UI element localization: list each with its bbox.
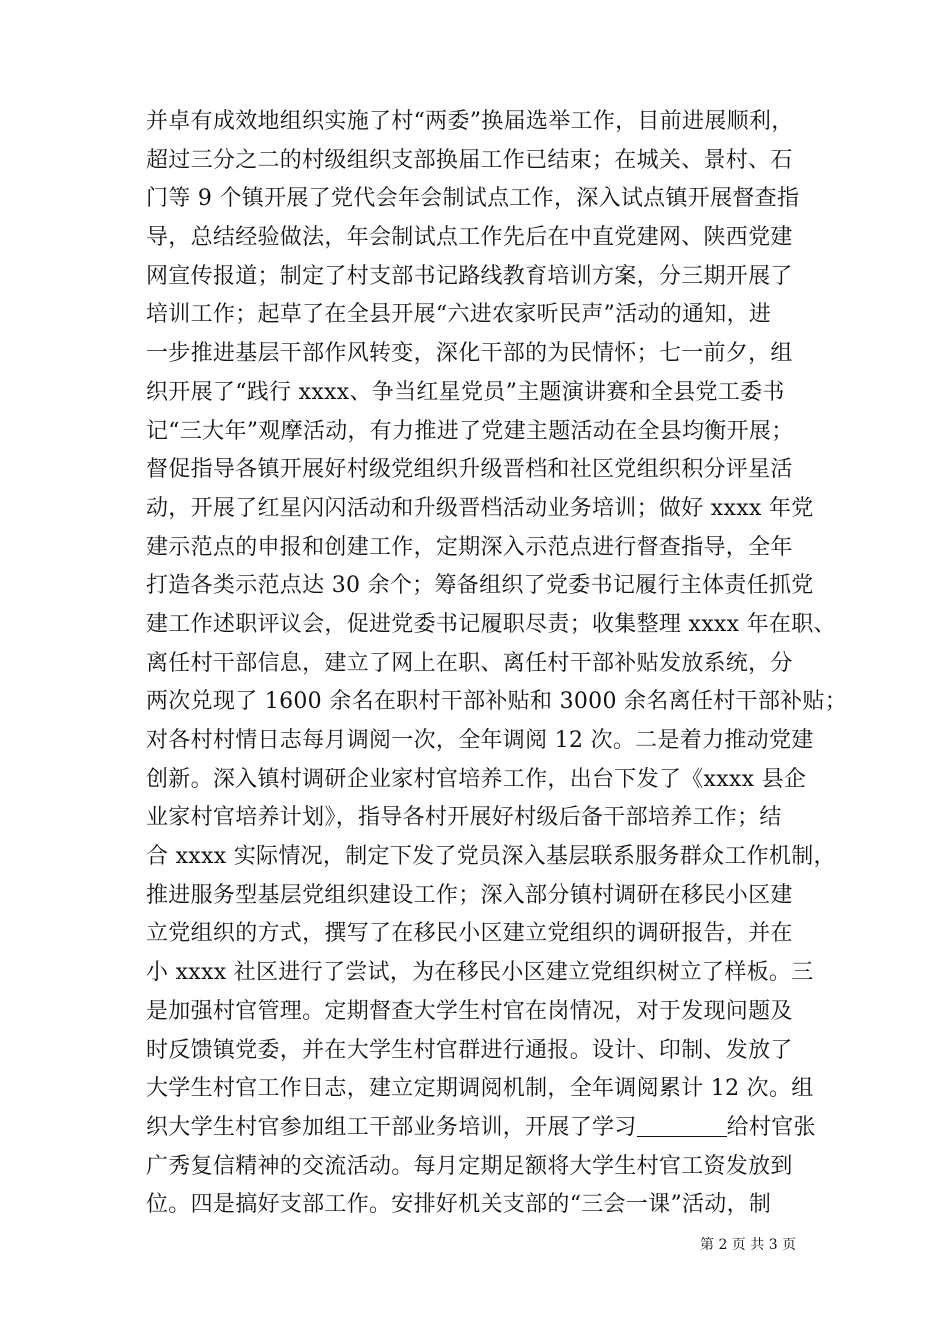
- page-number-footer: 第 2 页 共 3 页: [700, 1237, 797, 1253]
- text-line: 导，总结经验做法，年会制试点工作先后在中直党建网、陕西党建: [146, 225, 793, 251]
- text-line: 位。四是搞好支部工作。安排好机关支部的“三会一课”活动，制: [146, 1192, 772, 1218]
- fill-in-blank: [637, 1114, 727, 1137]
- text-line: 记“三大年”观摩活动，有力推进了党建主题活动在全县均衡开展；: [146, 418, 794, 444]
- text-line: 督促指导各镇开展好村级党组织升级晋档和社区党组织积分评星活: [146, 457, 793, 483]
- text-line: 时反馈镇党委，并在大学生村官群进行通报。设计、印制、发放了: [146, 1037, 793, 1063]
- text-line: 一步推进基层干部作风转变，深化干部的为民情怀；七一前夕，组: [146, 341, 793, 367]
- text-line: 业家村官培养计划》，指导各村开展好村级后备干部培养工作；结: [146, 805, 782, 831]
- text-line: 小 xxxx 社区进行了尝试，为在移民小区建立党组织树立了样板。三: [146, 960, 814, 986]
- text-line: 建示范点的申报和创建工作，定期深入示范点进行督查指导，全年: [146, 534, 793, 560]
- text-line: 立党组织的方式，撰写了在移民小区建立党组织的调研报告，并在: [146, 921, 793, 947]
- text-line: 广秀复信精神的交流活动。每月定期足额将大学生村官工资发放到: [146, 1153, 793, 1179]
- body-text: [146, 103, 848, 1225]
- text-line: 打造各类示范点达 30 余个；筹备组织了党委书记履行主体责任抓党: [146, 573, 814, 599]
- text-line: 织开展了“践行 xxxx、争当红星党员”主题演讲赛和全县党工委书: [146, 379, 785, 405]
- text-line: 大学生村官工作日志，建立定期调阅机制，全年调阅累计 12 次。组: [146, 1076, 814, 1102]
- text-line: 合 xxxx 实际情况，制定下发了党员深入基层联系服务群众工作机制，: [146, 844, 836, 870]
- text-segment: 给村官张: [726, 1114, 816, 1140]
- text-line: 是加强村官管理。定期督查大学生村官在岗情况，对于发现问题及: [146, 998, 793, 1024]
- text-line: 网宣传报道；制定了村支部书记路线教育培训方案，分三期开展了: [146, 263, 793, 289]
- text-line: 超过三分之二的村级组织支部换届工作已结束；在城关、景村、石: [146, 147, 793, 173]
- text-segment: 织大学生村官参加组工干部业务培训，开展了学习: [146, 1114, 637, 1140]
- text-line: 创新。深入镇村调研企业家村官培养工作，出台下发了《xxxx 县企: [146, 766, 807, 792]
- text-line: 培训工作；起草了在全县开展“六进农家听民声”活动的通知，进: [146, 302, 772, 328]
- text-line: 并卓有成效地组织实施了村“两委”换届选举工作，目前进展顺利，: [146, 109, 794, 134]
- text-line: 对各村村情日志每月调阅一次，全年调阅 12 次。二是着力推动党建: [146, 728, 814, 753]
- text-line: 门等 9 个镇开展了党代会年会制试点工作，深入试点镇开展督查指: [146, 186, 800, 212]
- text-line-with-blank: [146, 1109, 816, 1148]
- text-line: 动，开展了红星闪闪活动和升级晋档活动业务培训；做好 xxxx 年党: [146, 495, 814, 521]
- text-line: 建工作述职评议会，促进党委书记履职尽责；收集整理 xxxx 年在职、: [146, 611, 836, 637]
- text-line: 推进服务型基层党组织建设工作；深入部分镇村调研在移民小区建: [146, 882, 793, 908]
- text-line: 两次兑现了 1600 余名在职村干部补贴和 3000 余名离任村干部补贴；: [146, 689, 848, 715]
- text-line: 离任村干部信息，建立了网上在职、离任村干部补贴发放系统，分: [146, 650, 793, 676]
